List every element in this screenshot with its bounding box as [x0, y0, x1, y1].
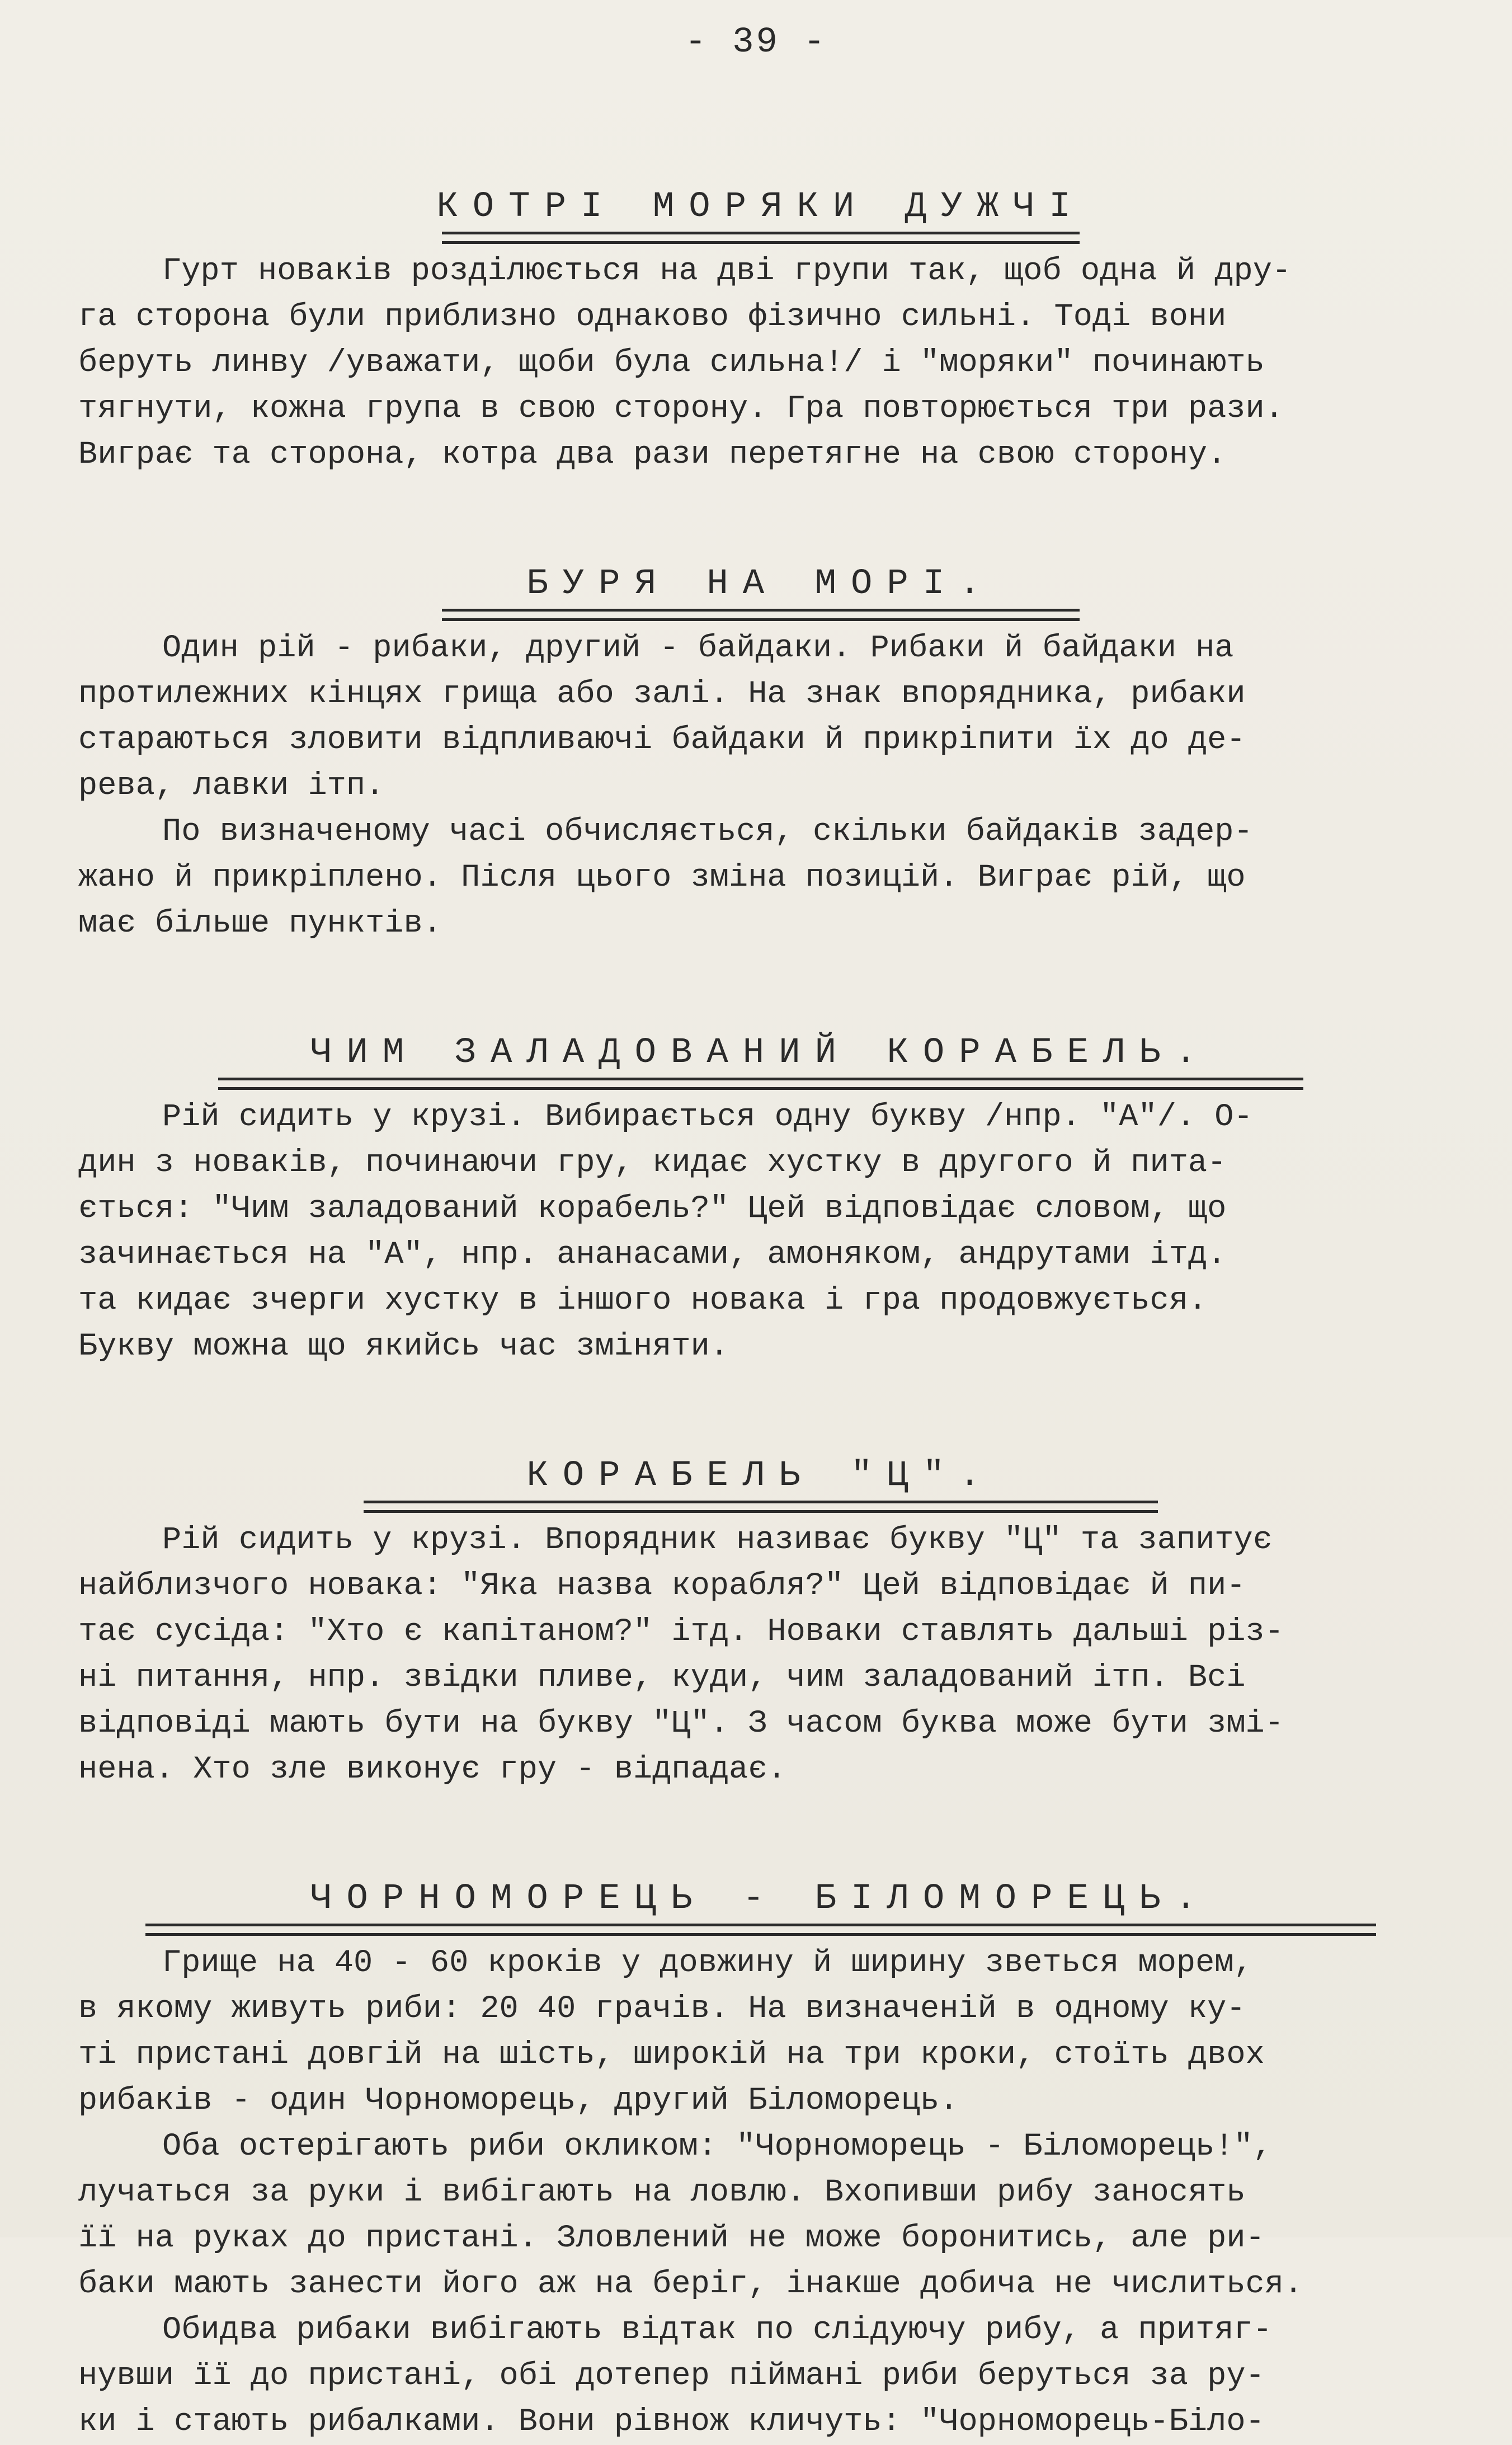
text-line: баки мають занести його аж на беріг, інакше добича не числиться. [78, 2267, 1303, 2302]
paragraph [78, 2124, 1443, 2307]
text-line: ється: "Чим заладований корабель?" Цей відповідає словом, що [78, 1191, 1227, 1227]
text-line: Оба остерігають риби окликом: "Чорноморець - Біломорець!", [162, 2129, 1272, 2165]
paragraph [78, 626, 1443, 809]
text-line: зачинається на "А", нпр. ананасами, амоняком, андрутами ітд. [78, 1237, 1227, 1273]
text-line: Обидва рибаки вибігають відтак по слідуючу рибу, а притяг- [162, 2312, 1272, 2348]
page-content [78, 106, 1443, 2445]
text-line: Виграє та сторона, котра два рази перетягне на свою сторону. [78, 437, 1227, 473]
text-line: в якому живуть риби: 20 40 грачів. На визначеній в одному ку- [78, 1991, 1246, 2027]
section-title: БУРЯ НА МОРІ. [526, 564, 995, 604]
paragraph [78, 809, 1443, 947]
section-title: ЧИМ ЗАЛАДОВАНИЙ КОРАБЕЛЬ. [310, 1033, 1212, 1073]
text-line: протилежних кінцях грища або залі. На знак впорядника, рибаки [78, 676, 1246, 712]
text-line: Рій сидить у крузі. Вибирається одну букву /нпр. "А"/. О- [162, 1099, 1253, 1135]
page-number: - 39 - [685, 22, 827, 63]
double-underline [364, 1501, 1158, 1513]
text-line: ні питання, нпр. звідки пливе, куди, чим заладований ітп. Всі [78, 1660, 1246, 1696]
text-line: жано й прикріплено. Після цього зміна позицій. Виграє рій, що [78, 860, 1246, 896]
text-line: Грище на 40 - 60 кроків у довжину й ширину зветься морем, [162, 1945, 1253, 1981]
double-underline [442, 232, 1080, 244]
text-line: ті пристані довгій на шість, широкій на три кроки, стоїть двох [78, 2037, 1265, 2073]
paragraph [78, 2307, 1443, 2445]
text-line: нена. Хто зле виконує гру - відпадає. [78, 1752, 786, 1788]
text-line: беруть линву /уважати, щоби була сильна!/ і "моряки" починають [78, 345, 1265, 381]
text-line: дин з новаків, починаючи гру, кидає хустку в другого й пита- [78, 1145, 1227, 1181]
text-line: стараються зловити відпливаючі байдаки й прикріпити їх до де- [78, 722, 1246, 758]
text-line: найблизчого новака: "Яка назва корабля?" Цей відповідає й пи- [78, 1568, 1246, 1604]
paragraph [78, 1940, 1443, 2124]
paragraph [78, 1517, 1443, 1793]
paragraph [78, 248, 1443, 478]
section [78, 1877, 1443, 2445]
paragraph [78, 1094, 1443, 1370]
text-line: га сторона були приблизно однаково фізично сильні. Тоді вони [78, 299, 1227, 335]
text-line: її на руках до пристані. Зловлений не може боронитись, але ри- [78, 2221, 1265, 2256]
section [78, 185, 1443, 478]
text-line: лучаться за руки і вибігають на ловлю. Вхопивши рибу заносять [78, 2175, 1246, 2211]
text-line: рева, лавки ітп. [78, 768, 385, 804]
text-line: має більше пунктів. [78, 906, 442, 942]
text-line: відповіді мають бути на букву "Ц". З часом буква може бути змі- [78, 1706, 1284, 1742]
text-line: Рій сидить у крузі. Впорядник називає букву "Ц" та запитує [162, 1522, 1272, 1558]
text-line: Один рій - рибаки, другий - байдаки. Рибаки й байдаки на [162, 631, 1234, 666]
text-line: По визначеному часі обчисляється, скільки байдаків задер- [162, 814, 1253, 850]
text-line: рибаків - один Чорноморець, другий Біломорець. [78, 2083, 959, 2119]
section [78, 1031, 1443, 1370]
section-title: КОТРІ МОРЯКИ ДУЖЧІ [436, 187, 1085, 227]
section-title: ЧОРНОМОРЕЦЬ - БІЛОМОРЕЦЬ. [310, 1879, 1212, 1919]
text-line: тягнути, кожна група в свою сторону. Гра повторюється три рази. [78, 391, 1284, 427]
section [78, 562, 1443, 947]
text-line: ки і стають рибалками. Вони рівнож кличуть: "Чорноморець-Біло- [78, 2404, 1265, 2440]
section-title: КОРАБЕЛЬ "Ц". [526, 1456, 995, 1496]
text-line: нувши її до пристані, обі дотепер піймані риби беруться за ру- [78, 2358, 1265, 2394]
double-underline [442, 609, 1080, 621]
text-line: Букву можна що якийсь час зміняти. [78, 1329, 729, 1365]
text-line: тає сусіда: "Хто є капітаном?" ітд. Новаки ставлять дальші різ- [78, 1614, 1284, 1650]
text-line: Гурт новаків розділюється на дві групи так, щоб одна й дру- [162, 253, 1292, 289]
section [78, 1454, 1443, 1793]
double-underline [145, 1924, 1376, 1936]
double-underline [218, 1078, 1303, 1090]
text-line: та кидає зчерги хустку в іншого новака і гра продовжується. [78, 1283, 1208, 1319]
